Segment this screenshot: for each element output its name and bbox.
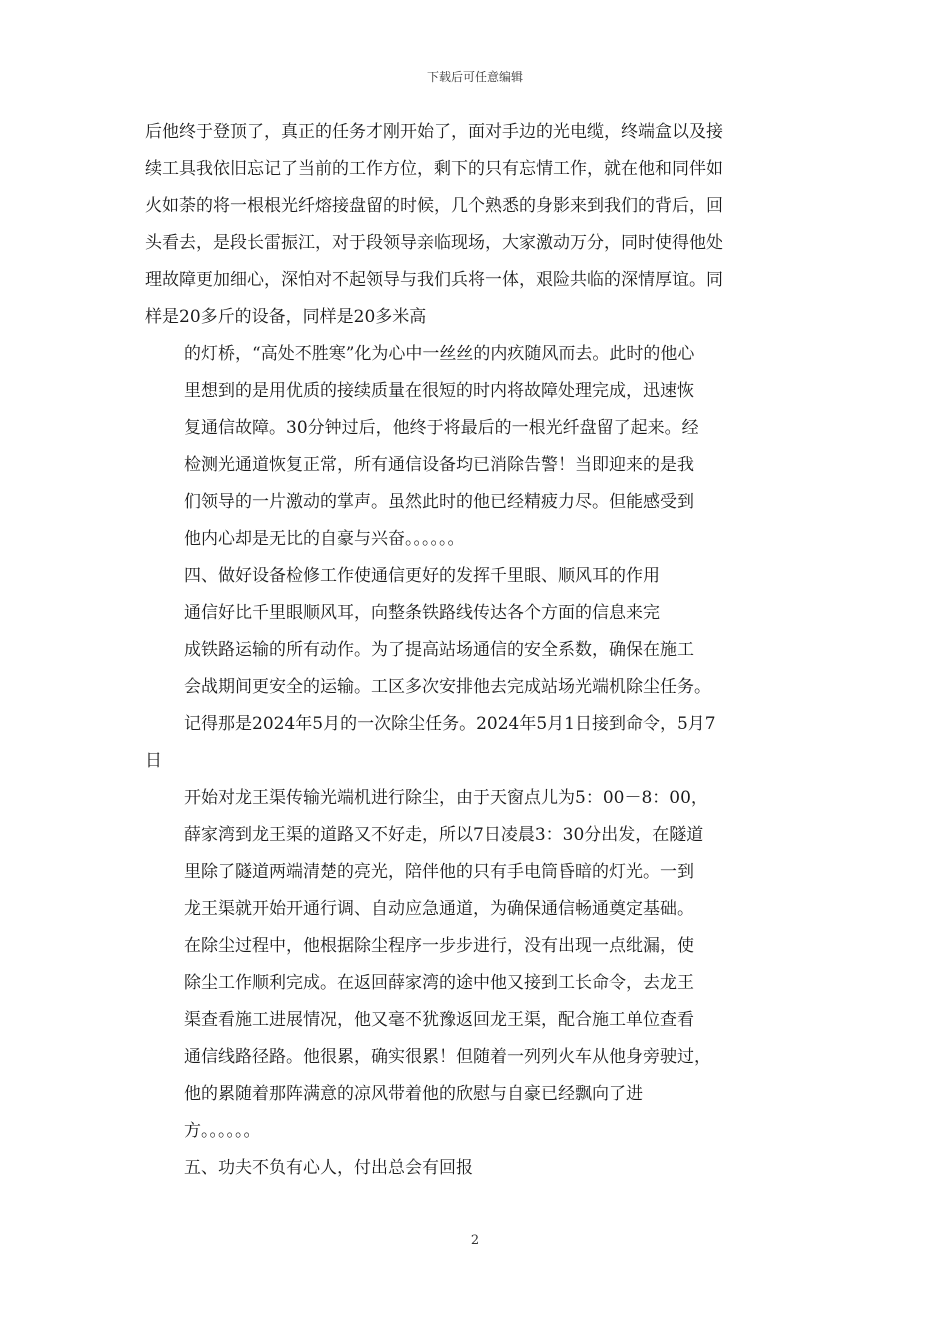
text-line: 成铁路运输的所有动作。为了提高站场通信的安全系数，确保在施工 bbox=[184, 640, 694, 660]
text-line: 通信好比千里眼顺风耳，向整条铁路线传达各个方面的信息来完 bbox=[184, 603, 660, 623]
text-line: 检测光通道恢复正常，所有通信设备均已消除告警！当即迎来的是我 bbox=[184, 455, 694, 475]
text-line: 除尘工作顺利完成。在返回薛家湾的途中他又接到工长命令，去龙王 bbox=[184, 973, 694, 993]
text-line: 在除尘过程中，他根据除尘程序一步步进行，没有出现一点纰漏，使 bbox=[184, 936, 694, 956]
text-line: 渠查看施工进展情况，他又毫不犹豫返回龙王渠，配合施工单位查看 bbox=[184, 1010, 694, 1030]
text-line: 方。。。。。。 bbox=[184, 1121, 261, 1141]
section-heading: 五、功夫不负有心人，付出总会有回报 bbox=[184, 1158, 473, 1178]
page-header: 下载后可任意编辑 bbox=[426, 70, 523, 84]
page-number: 2 bbox=[470, 1233, 480, 1248]
text-line: 头看去，是段长雷振江，对于段领导亲临现场，大家激动万分，同时使得他处 bbox=[145, 233, 723, 253]
section-heading: 四、做好设备检修工作使通信更好的发挥千里眼、顺风耳的作用 bbox=[184, 566, 660, 586]
text-line: 通信线路径路。他很累，确实很累！但随着一列列火车从他身旁驶过， bbox=[184, 1047, 711, 1067]
text-line: 龙王渠就开始开通行调、自动应急通道，为确保通信畅通奠定基础。 bbox=[184, 899, 694, 919]
text-line: 会战期间更安全的运输。工区多次安排他去完成站场光端机除尘任务。 bbox=[184, 677, 711, 697]
text-line: 续工具我依旧忘记了当前的工作方位，剩下的只有忘情工作，就在他和同伴如 bbox=[145, 159, 723, 179]
text-line: 样是20多斤的设备，同样是20多米高 bbox=[145, 307, 427, 327]
text-line: 他的累随着那阵满意的凉风带着他的欣慰与自豪已经飘向了进 bbox=[184, 1084, 643, 1104]
text-line: 的灯桥，“高处不胜寒”化为心中一丝丝的内疚随风而去。此时的他心 bbox=[184, 344, 695, 364]
text-line: 们领导的一片激动的掌声。虽然此时的他已经精疲力尽。但能感受到 bbox=[184, 492, 694, 512]
text-line: 后他终于登顶了，真正的任务才刚开始了，面对手边的光电缆，终端盒以及接 bbox=[145, 122, 723, 142]
text-line: 火如荼的将一根根光纤熔接盘留的时候，几个熟悉的身影来到我们的背后，回 bbox=[145, 196, 723, 216]
text-line: 日 bbox=[145, 751, 162, 771]
text-line: 复通信故障。30分钟过后，他终于将最后的一根光纤盘留了起来。经 bbox=[184, 418, 699, 438]
text-line: 开始对龙王渠传输光端机进行除尘，由于天窗点儿为5：00－8：00， bbox=[184, 788, 708, 808]
text-line: 记得那是2024年5月的一次除尘任务。2024年5月1日接到命令，5月7 bbox=[184, 714, 716, 734]
text-line: 里想到的是用优质的接续质量在很短的时内将故障处理完成，迅速恢 bbox=[184, 381, 694, 401]
text-line: 理故障更加细心，深怕对不起领导与我们兵将一体，艰险共临的深情厚谊。同 bbox=[145, 270, 723, 290]
text-line: 他内心却是无比的自豪与兴奋。。。。。。 bbox=[184, 529, 465, 549]
text-line: 薛家湾到龙王渠的道路又不好走，所以7日凌晨3：30分出发，在隧道 bbox=[184, 825, 704, 845]
text-line: 里除了隧道两端清楚的亮光，陪伴他的只有手电筒昏暗的灯光。一到 bbox=[184, 862, 694, 882]
